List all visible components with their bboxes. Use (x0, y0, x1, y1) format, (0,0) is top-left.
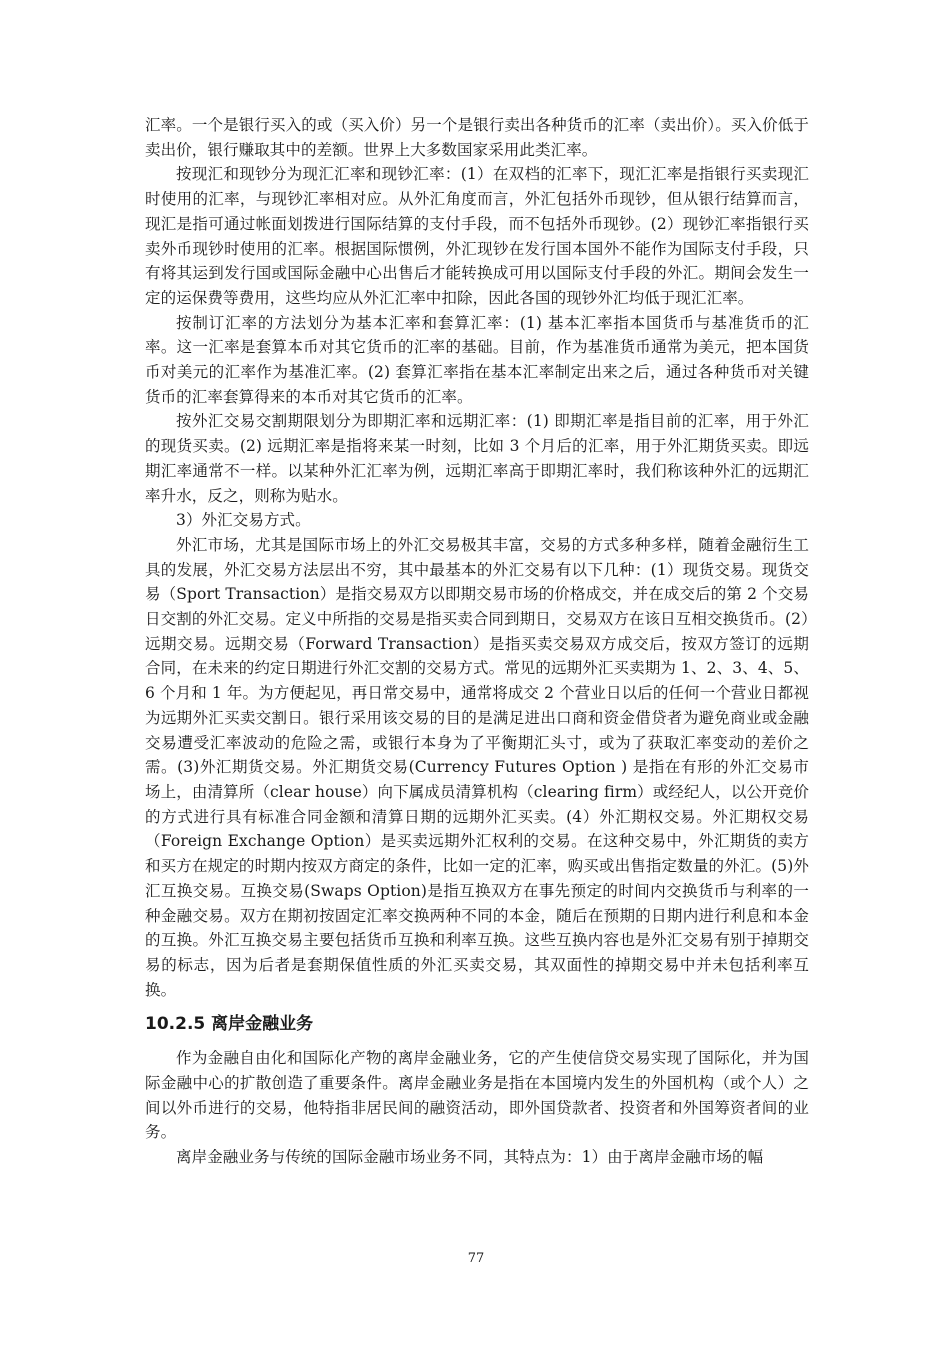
paragraph: 外汇市场，尤其是国际市场上的外汇交易极其丰富，交易的方式多种多样，随着金融衍生工具的发展，外汇交易方法层出不穷，其中最基本的外汇交易有以下几种：(1）现货交易。现货交易（Sport Transaction）是指交易双方以即期交易市场的价格成交，并在成交后的第 2 个交易日交割的外汇交易。定义中所指的交易是指买卖合同到期日，交易双方在该日互相交换货币。(2）远期交易。远期交易（Forward Transaction）是指买卖交易双方成交后，按双方签订的远期合同，在未来的约定日期进行外汇交割的交易方式。常见的远期外汇买卖期为 1、2、3、4、5、6 个月和 1 年。为方便起见，再日常交易中，通常将成交 2 个营业日以后的任何一个营业日都视为远期外汇买卖交割日。银行采用该交易的目的是满足进出口商和资金借贷者为避免商业或金融交易遭受汇率波动的危险之需，或银行本身为了平衡期汇头寸，或为了获取汇率变动的差价之需。(3)外汇期货交易。外汇期货交易(Currency Futures Option ) 是指在有形的外汇交易市场上，由清算所（clear house）向下属成员清算机构（clearing firm）或经纪人，以公开竞价的方式进行具有标准合同金额和清算日期的远期外汇买卖。(4）外汇期权交易。外汇期权交易（Foreign Exchange Option）是买卖远期外汇权利的交易。在这种交易中，外汇期货的卖方和买方在规定的时期内按双方商定的条件，比如一定的汇率，购买或出售指定数量的外汇。(5)外汇互换交易。互换交易(Swaps Option)是指互换双方在事先预定的时间内交换货币与利率的一种金融交易。双方在期初按固定汇率交换两种不同的本金，随后在预期的日期内进行利息和本金的互换。外汇互换交易主要包括货币互换和利率互换。这些互换内容也是外汇交易有别于掉期交易的标志，因为后者是套期保值性质的外汇买卖交易，其双面性的掉期交易中并未包括利率互换。 (145, 535, 809, 999)
paragraph: 作为金融自由化和国际化产物的离岸金融业务，它的产生使信贷交易实现了国际化，并为国际金融中心的扩散创造了重要条件。离岸金融业务是指在本国境内发生的外国机构（或个人）之间以外币进行的交易，他特指非居民间的融资活动，即外国贷款者、投资者和外国筹资者间的业务。 (145, 1049, 809, 1142)
paragraph: 3）外汇交易方式。 (176, 511, 311, 530)
page-number: 77 (467, 1251, 485, 1266)
paragraph: 按外汇交易交割期限划分为即期汇率和远期汇率：(1) 即期汇率是指目前的汇率，用于外汇的现货买卖。(2) 远期汇率是指将来某一时刻，比如 3 个月后的汇率，用于外汇期货买卖。即远期汇率通常不一样。以某种外汇汇率为例，远期汇率高于即期汇率时，我们称该种外汇的远期汇率升水，反之，则称为贴水。 (145, 412, 809, 505)
paragraph: 离岸金融业务与传统的国际金融市场业务不同，其特点为：1）由于离岸金融市场的幅 (176, 1148, 764, 1167)
body-text-before (145, 113, 809, 1002)
paragraph: 按制订汇率的方法划分为基本汇率和套算汇率：(1) 基本汇率指本国货币与基准货币的汇率。这一汇率是套算本币对其它货币的汇率的基础。目前，作为基准货币通常为美元，把本国货币对美元的汇率作为基准汇率。(2) 套算汇率指在基本汇率制定出来之后，通过各种货币对关键货币的汇率套算得来的本币对其它货币的汇率。 (145, 313, 809, 406)
document-page (145, 113, 809, 1170)
paragraph: 按现汇和现钞分为现汇汇率和现钞汇率：(1）在双档的汇率下，现汇汇率是指银行买卖现汇时使用的汇率，与现钞汇率相对应。从外汇角度而言，外汇包括外币现钞，但从银行结算而言，现汇是指可通过帐面划拨进行国际结算的支付手段，而不包括外币现钞。(2）现钞汇率指银行买卖外币现钞时使用的汇率。根据国际惯例，外汇现钞在发行国本国外不能作为国际支付手段，只有将其运到发行国或国际金融中心出售后才能转换成可用以国际支付手段的外汇。期间会发生一定的运保费等费用，这些均应从外汇汇率中扣除，因此各国的现钞外汇均低于现汇汇率。 (145, 165, 809, 307)
paragraph: 汇率。一个是银行买入的或（买入价）另一个是银行卖出各种货币的汇率（卖出价）。买入价低于卖出价，银行赚取其中的差额。世界上大多数国家采用此类汇率。 (145, 116, 809, 159)
section-heading: 10.2.5 离岸金融业务 (145, 1014, 314, 1035)
body-text-after (145, 1046, 809, 1170)
